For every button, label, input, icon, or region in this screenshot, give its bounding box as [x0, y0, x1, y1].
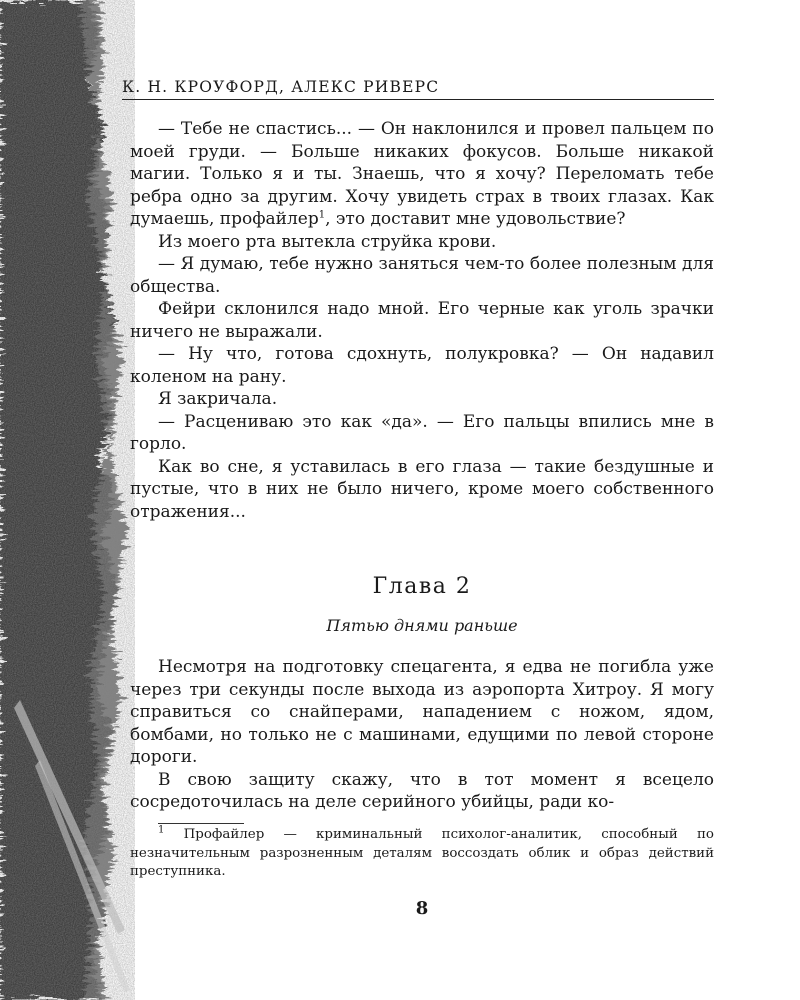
chapter-subtitle: Пятью днями раньше: [326, 616, 518, 635]
footnote-marker: 1: [318, 209, 326, 221]
page-number: 8: [415, 898, 429, 919]
paragraph: — Ну что, готова сдохнуть, полукровка? — Он надавил коленом на рану.: [130, 344, 714, 387]
footnote: [130, 826, 714, 882]
footnote-number: 1: [158, 824, 165, 836]
grunge-border-decoration: [0, 0, 135, 1000]
paragraph-text: , это доставит мне удовольствие?: [325, 209, 626, 229]
chapter-title: Глава 2: [372, 574, 472, 599]
running-title: К. Н. КРОУФОРД, АЛЕКС РИВЕРС: [122, 78, 440, 96]
paragraph: — Я думаю, тебе нужно заняться чем-то более полезным для общества.: [130, 254, 714, 297]
paragraph: В свою защиту скажу, что в тот момент я всецело сосредоточилась на деле серийного убийцы, ради ко-: [130, 769, 714, 812]
paragraph: — Расцениваю это как «да». — Его пальцы впились мне в горло.: [130, 411, 714, 454]
paragraph: Как во сне, я уставилась в его глаза — такие бездушные и пустые, что в них не было ничего, кроме моего собственного отражения...: [130, 456, 714, 522]
paragraph: Из моего рта вытекла струйка крови.: [158, 231, 497, 252]
paragraph: [130, 118, 714, 231]
running-header: [122, 75, 714, 100]
paragraph-text: — Тебе не спастись... — Он наклонился и провел пальцем по моей груди. — Больше никаких фокусов. Больше никакой магии. Только я и ты. Знаешь, что я хочу? Переломать тебе ребра одно за другим. Хочу увидеть страх в твоих глазах. Как думаешь, профайлер: [130, 119, 714, 229]
bottom-text-block: [130, 656, 714, 814]
paragraph: Несмотря на подготовку спецагента, я едва не погибла уже через три секунды после выхода из аэропорта Хитроу. Я могу справиться со снайперами, нападением с ножом, ядом, бомбами, но только не с машинами, едущими по левой стороне дороги.: [130, 657, 714, 767]
footnote-divider: [158, 823, 244, 824]
paragraph: Я закричала.: [158, 389, 278, 409]
top-text-block: [130, 118, 714, 523]
paragraph: Фейри склонился надо мной. Его черные как уголь зрачки ничего не выражали.: [130, 299, 714, 342]
footnote-text: Профайлер — криминальный психолог-аналитик, способный по незначительным разрозненным деталям воссоздать облик и образ действий преступника.: [130, 827, 714, 879]
